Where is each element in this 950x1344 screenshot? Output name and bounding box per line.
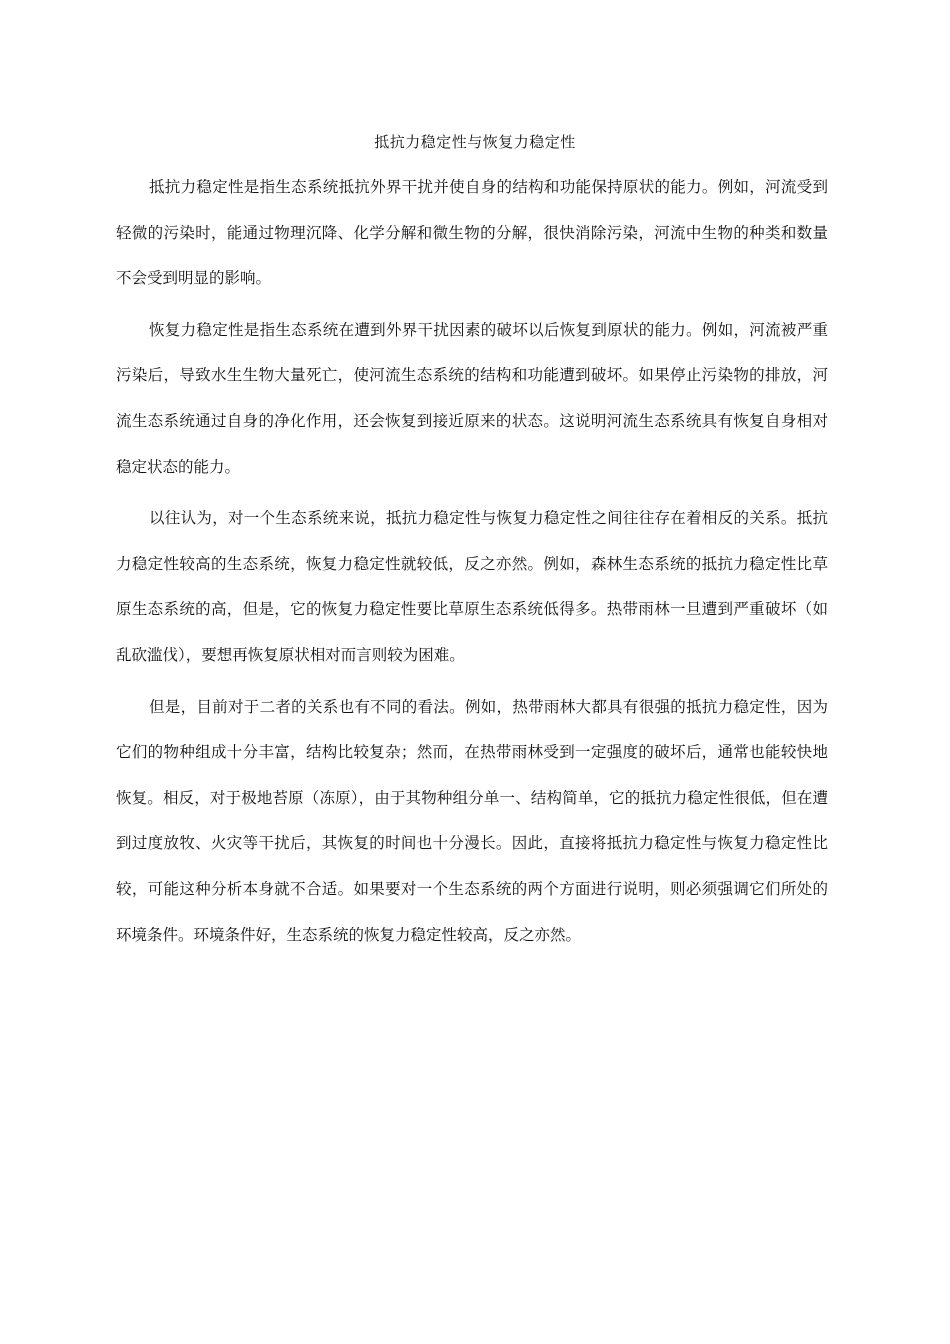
paragraph-resistance-stability: 抵抗力稳定性是指生态系统抵抗外界干扰并使自身的结构和功能保持原状的能力。例如，河流受到轻微的污染时，能通过物理沉降、化学分解和微生物的分解，很快消除污染，河流中生物的种类和数量不会受到明显的影响。 (116, 178, 828, 288)
paragraph-resilience-stability: 恢复力稳定性是指生态系统在遭到外界干扰因素的破坏以后恢复到原状的能力。例如，河流被严重污染后，导致水生生物大量死亡，使河流生态系统的结构和功能遭到破坏。如果停止污染物的排放，河流生态系统通过自身的净化作用，还会恢复到接近原来的状态。这说明河流生态系统具有恢复自身相对稳定状态的能力。 (116, 320, 828, 476)
document-body (116, 165, 828, 964)
paragraph-differing-views: 但是，目前对于二者的关系也有不同的看法。例如，热带雨林大都具有很强的抵抗力稳定性，因为它们的物种组成十分丰富，结构比较复杂；然而，在热带雨林受到一定强度的破坏后，通常也能较快地恢复。相反，对于极地苔原（冻原），由于其物种组分单一、结构简单，它的抵抗力稳定性很低，但在遭到过度放牧、火灾等干扰后，其恢复的时间也十分漫长。因此，直接将抵抗力稳定性与恢复力稳定性比较，可能这种分析本身就不合适。如果要对一个生态系统的两个方面进行说明，则必须强调它们所处的环境条件。环境条件好，生态系统的恢复力稳定性较高，反之亦然。 (116, 697, 828, 944)
document-title: 抵抗力稳定性与恢复力稳定性 (374, 133, 576, 151)
paragraph-inverse-relationship: 以往认为，对一个生态系统来说，抵抗力稳定性与恢复力稳定性之间往往存在着相反的关系。抵抗力稳定性较高的生态系统，恢复力稳定性就较低，反之亦然。例如，森林生态系统的抵抗力稳定性比草原生态系统的高，但是，它的恢复力稳定性要比草原生态系统低得多。热带雨林一旦遭到严重破坏（如乱砍滥伐），要想再恢复原状相对而言则较为困难。 (116, 509, 828, 664)
